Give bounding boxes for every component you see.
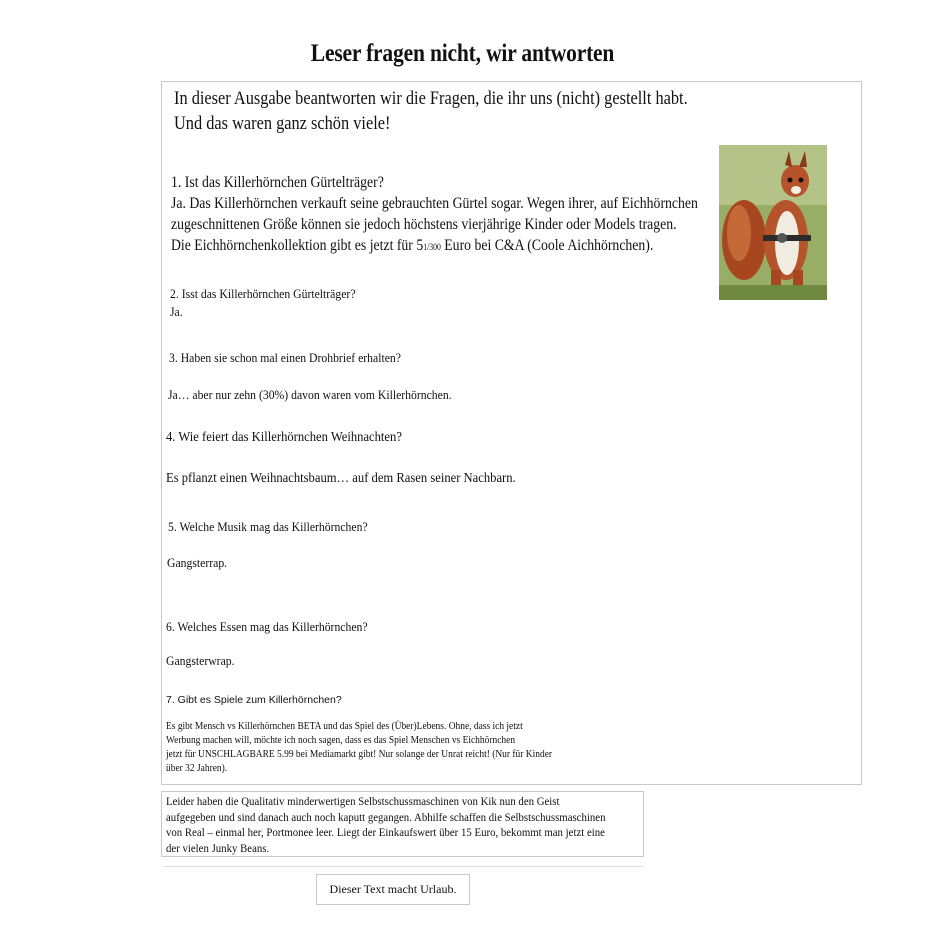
question-5: 5. Welche Musik mag das Killerhörnchen? — [168, 519, 368, 534]
qa-item-2 — [170, 285, 356, 321]
answer-7 — [166, 720, 634, 776]
answer-6: Gangsterwrap. — [166, 653, 235, 668]
answer-1-line-3 — [171, 235, 721, 258]
squirrel-icon — [719, 145, 827, 300]
answer-2: Ja. — [170, 304, 183, 319]
footer-box — [316, 874, 470, 905]
answer-1-line-2: zugeschnittenen Größe können sie jedoch höchstens vierjährige Kinder oder Models tragen. — [171, 216, 677, 233]
answer-5: Gangsterrap. — [167, 555, 228, 570]
note-text — [166, 794, 634, 856]
question-7: 7. Gibt es Spiele zum Killerhörnchen? — [166, 694, 342, 706]
answer-1-line-3-post: Euro bei C&A (Coole Aichhörnchen). — [440, 237, 654, 254]
note-line-1: Leider haben die Qualitativ minderwertigen Selbstschussmaschinen von Kik nun den Geist — [166, 794, 560, 808]
footer-text: Dieser Text macht Urlaub. — [329, 882, 457, 896]
divider — [163, 866, 643, 867]
answer-1-fraction: 1/300 — [423, 242, 441, 252]
intro-text: In dieser Ausgabe beantworten wir die Fragen, die ihr uns (nicht) gestellt habt. Und das waren ganz schön viele! — [174, 88, 688, 134]
answer-3: Ja… aber nur zehn (30%) davon waren vom Killerhörnchen. — [168, 387, 452, 402]
squirrel-photo — [719, 145, 827, 300]
answer-7-line-1: Es gibt Mensch vs Killerhörnchen BETA und das Spiel des (Über)Lebens. Ohne, dass ich jetzt — [166, 721, 523, 732]
note-line-2: aufgegeben und sind danach auch noch kaputt gegangen. Abhilfe schaffen die Selbstschussmaschinen — [166, 809, 606, 824]
answer-7-line-2: Werbung machen will, möchte ich noch sagen, dass es das Spiel Menschen vs Eichhörnchen — [166, 735, 516, 746]
answer-1-line-3-pre: Die Eichhörnchenkollektion gibt es jetzt für 5 — [171, 237, 424, 254]
answer-4: Es pflanzt einen Weihnachtsbaum… auf dem Rasen seiner Nachbarn. — [166, 471, 516, 486]
answer-7-line-4: über 32 Jahren). — [166, 763, 228, 774]
page-title: Leser fragen nicht, wir antworten — [310, 40, 615, 67]
note-line-3: von Real – einmal her, Portmonee leer. Liegt der Einkaufswert über 15 Euro, bekommt man jetzt eine — [166, 825, 605, 839]
answer-1-line-1: Ja. Das Killerhörnchen verkauft seine gebrauchten Gürtel sogar. Wegen ihrer, auf Eichhörnchen — [171, 195, 698, 212]
question-1: 1. Ist das Killerhörnchen Gürtelträger? — [171, 174, 384, 191]
question-6: 6. Welches Essen mag das Killerhörnchen? — [166, 619, 368, 634]
answer-7-line-3: jetzt für UNSCHLAGBARE 5.99 bei Mediamarkt gibt! Nur solange der Unrat reicht! (Nur für Kinder — [166, 749, 553, 760]
question-2: 2. Isst das Killerhörnchen Gürtelträger? — [170, 286, 356, 301]
question-4: 4. Wie feiert das Killerhörnchen Weihnachten? — [166, 430, 402, 445]
note-line-4: der vielen Junky Beans. — [166, 840, 270, 855]
question-3: 3. Haben sie schon mal einen Drohbrief erhalten? — [169, 350, 401, 365]
qa-item-1 — [171, 172, 721, 258]
